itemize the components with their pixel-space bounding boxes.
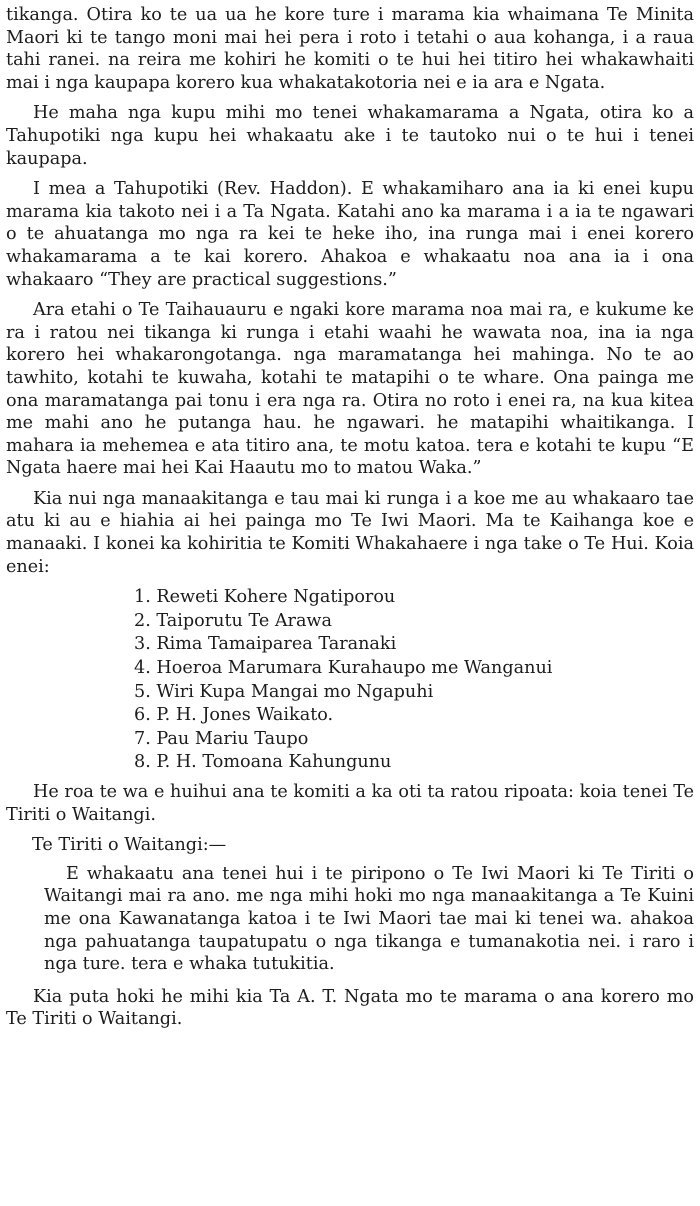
- list-item: 7. Pau Mariu Taupo: [134, 728, 309, 749]
- paragraph-thanks: He maha nga kupu mihi mo tenei whakamarama a Ngata, otira ko a Tahupotiki nga kupu hei whakaatu ake i te tautoko nui o te hui i tenei kaupapa.: [6, 103, 694, 169]
- list-item: 2. Taiporutu Te Arawa: [134, 610, 332, 631]
- paragraph-tahupotiki: I mea a Tahupotiki (Rev. Haddon). E whakamiharo ana ia ki enei kupu marama kia takoto nei i a Ta Ngata. Katahi ano ka marama i a ia te ngawari o te ahuatanga mo nga ra kei te heke iho, ina runga mai i enei korero whakamarama a te kai korero. Ahakoa e whakaatu noa ana ia i ona whakaaro “They are practical suggestions.”: [6, 179, 694, 290]
- paragraph-committee-intro: Kia nui nga manaakitanga e tau mai ki runga i a koe me au whakaaro tae atu ki au e hiahia ai hei painga mo Te Iwi Maori. Ma te Kaihanga koe e manaaki. I konei ka kohiritia te Komiti Whakahaere i nga take o Te Hui. Koia enei:: [6, 488, 694, 577]
- list-item: 8. P. H. Tomoana Kahungunu: [134, 752, 392, 773]
- list-item: 5. Wiri Kupa Mangai mo Ngapuhi: [134, 681, 434, 702]
- paragraph-committee-report: He roa te wa e huihui ana te komiti a ka oti ta ratou ripoata: koia tenei Te Tiriti o Waitangi.: [6, 782, 694, 825]
- treaty-resolution: E whakaatu ana tenei hui i te piripono o Te Iwi Maori ki Te Tiriti o Waitangi mai ra ano. me nga mihi hoki mo nga manaakitanga a Te Kuini me ona Kawanatanga katoa i te Iwi Maori tae mai ki tenei wa. ahakoa nga pahuatanga taupatupatu o nga tikanga e tumanakotia nei. i raro i nga ture. tera e whaka tutukitia.: [44, 863, 694, 975]
- committee-list: [6, 586, 694, 775]
- list-item: 6. P. H. Jones Waikato.: [134, 705, 334, 726]
- paragraph-closing-thanks: Kia puta hoki he mihi kia Ta A. T. Ngata mo te marama o ana korero mo Te Tiriti o Waitangi.: [6, 986, 694, 1030]
- list-item: 1. Reweti Kohere Ngatiporou: [134, 587, 396, 608]
- list-item: 4. Hoeroa Marumara Kurahaupo me Wanganui: [134, 658, 553, 679]
- list-item: 3. Rima Tamaiparea Taranaki: [134, 634, 397, 655]
- paragraph-continuation: tikanga. Otira ko te ua ua he kore ture i marama kia whaimana Te Minita Maori ki te tango moni mai hei pera i roto i tetahi o aua kohanga, i a raua tahi ranei. na reira me kohiri he komiti o te hui hei titiro hei whakawhaiti mai i nga kaupapa korero kua whakatakotoria nei e ia ara e Ngata.: [6, 5, 694, 93]
- paragraph-taihauauru: Ara etahi o Te Taihauauru e ngaki kore marama noa mai ra, e kukume ke ra i ratou nei tikanga ki runga i etahi waahi he wawata noa, ina ia nga korero hei whakarongotanga. nga maramatanga hei mahinga. No te ao tawhito, kotahi te kuwaha, kotahi te matapihi o te whare. Ona painga me ona maramatanga pai tonu i era nga ra. Otira no roto i enei ra, na kua kitea me mahi ano he putanga hau. he ngawari. he matapihi whaitikanga. I mahara ia mehemea e ata titiro ana, te motu katoa. tera e kotahi te kupu “E Ngata haere mai hei Kai Haautu mo to matou Waka.”: [6, 300, 694, 479]
- treaty-heading: Te Tiriti o Waitangi:—: [32, 835, 227, 856]
